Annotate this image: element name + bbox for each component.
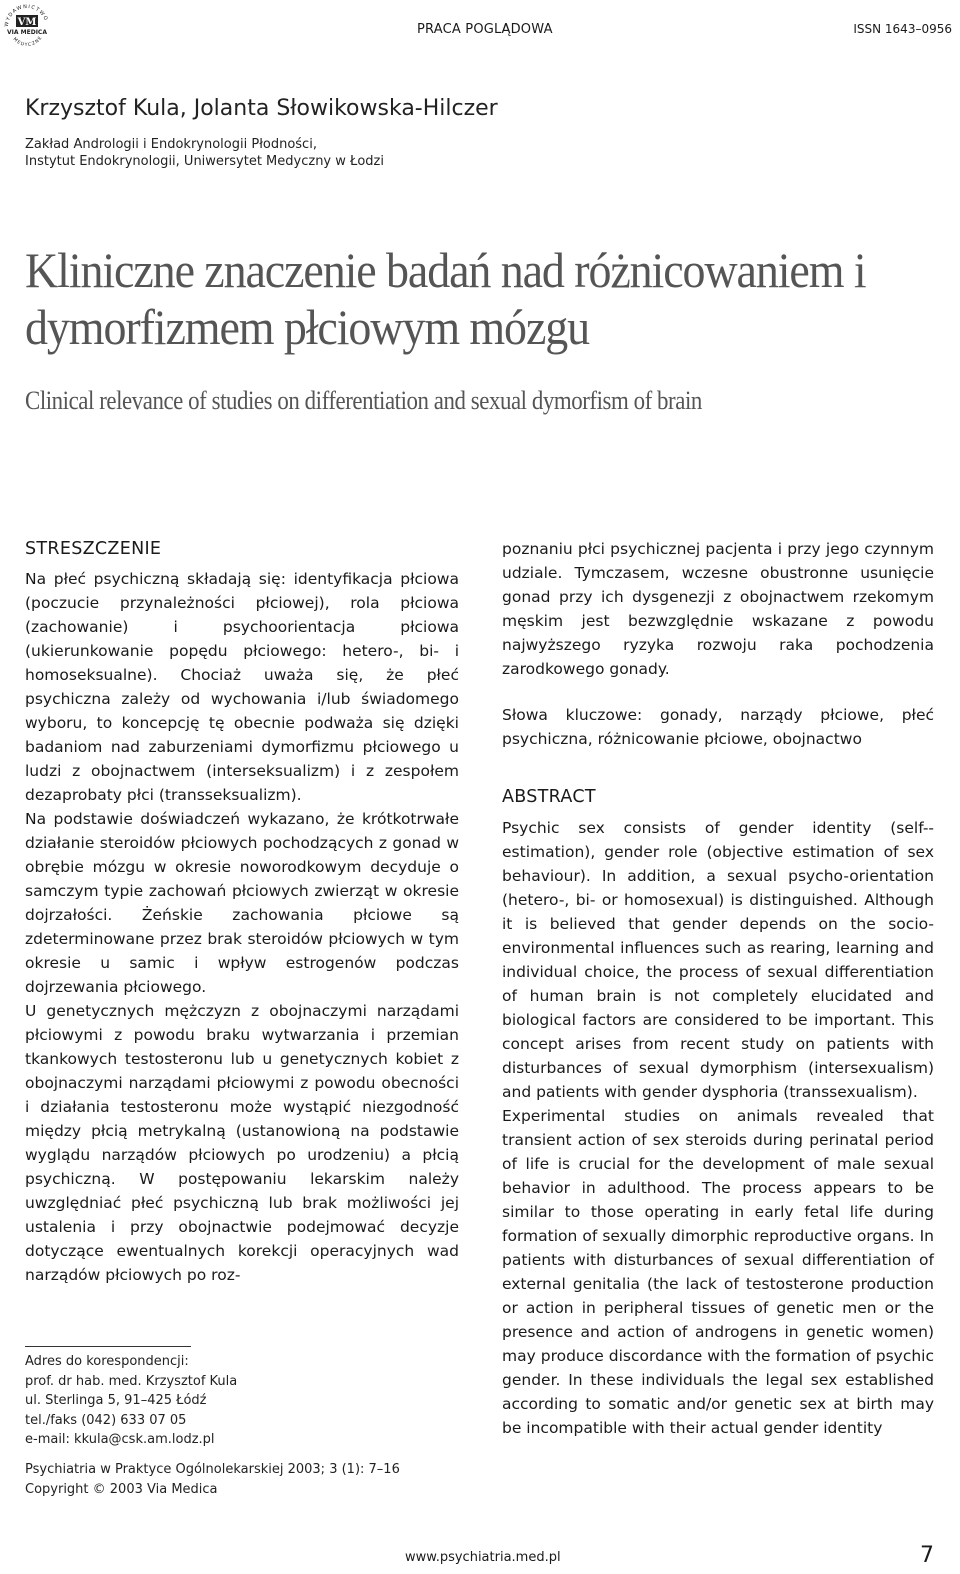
correspondence-name: prof. dr hab. med. Krzysztof Kula <box>25 1373 238 1389</box>
page-number: 7 <box>920 1543 934 1568</box>
correspondence-email: e-mail: kkula@csk.am.lodz.pl <box>25 1432 215 1447</box>
abstract-paragraph-1: Psychic sex consists of gender identity (self--estimation), gender role (objective estimation of sex behaviour). In addition, a sexual psycho-orientation (hetero-, bi- or homosexual) is distinguished. Although it is believed that gender depends on the socio-environmental influences such as rearing, learning and individual choice, the process of sexual differentiation of human brain is not completely elucidated and biological factors are considered to be important. This concept arises from recent study on patients with disturbances of sexual dymorphism (intersexualism) and patients with gender dysphoria (transsexualism). <box>502 819 934 1101</box>
keywords: Słowa kluczowe: gonady, narządy płciowe, płeć psychiczna, różnicowanie płciowe, obojnactwo <box>502 706 934 748</box>
streszczenie-paragraph-3: U genetycznych mężczyzn z obojnaczymi narządami płciowymi z powodu braku wytwarzania i przemian tkankowych testosteronu lub u genetycznych kobiet z obojnaczymi narządami płciowymi z powodu obecności i działania testosteronu może wystąpić niezgodność między płcią metrykalną (ustanowioną na podstawie wyglądu narządów płciowych po urodzeniu) a płcią psychiczną. W postępowaniu lekarskim należy uwzględniać płeć psychiczną lub brak możliwości jej ustalenia i przy obojnactwie podejmować decyzje dotyczące ewentualnych korekcji operacyjnych wad narządów płciowych po roz- <box>25 1002 459 1284</box>
logo-ring-bottom: MEDYCZNE <box>11 35 44 49</box>
footnote-divider <box>25 1346 191 1347</box>
correspondence-label: Adres do korespondencji: <box>25 1354 189 1369</box>
logo-monogram: VM <box>17 17 37 28</box>
streszczenie-paragraph-2: Na podstawie doświadczeń wykazano, że krótkotrwałe działanie steroidów płciowych pochodzących z gonad w obrębie mózgu w okresie noworodkowym decyduje o samczym typie zachowań płciowych zwierząt w okresie dojrzałości. Żeńskie zachowania płciowe są zdeterminowane przez brak steroidów płciowych w tym okresie u samic i wpływ estrogenów podczas dojrzewania płciowego. <box>25 810 459 996</box>
citation <box>25 1460 400 1499</box>
citation-copyright: Copyright © 2003 Via Medica <box>25 1481 218 1497</box>
logo-ring-top: WYDAWNICTWO <box>3 3 50 28</box>
title-polish: Kliniczne znaczenie badań nad różnicowaniem i dymorfizmem płciowym mózgu <box>25 242 866 355</box>
title-english: Clinical relevance of studies on differentiation and sexual dymorfism of brain <box>25 386 702 415</box>
publisher-logo <box>2 2 52 52</box>
issn: ISSN 1643–0956 <box>853 22 952 36</box>
logo-caption: VIA MEDICA <box>7 29 47 36</box>
correspondence-address <box>25 1352 237 1450</box>
abstract-paragraph-2: Experimental studies on animals revealed that transient action of sex steroids during perinatal period of life is crucial for the development of male sexual behavior in adulthood. The process appears to be similar to those operating in early fetal life during formation of sexually dimorphic reproductive organs. In patients with disturbances of sexual differentiation of external genitalia (the lack of testosterone production or action in peripheral tissues of genetic men or the presence and action of androgens in genetic women) may produce discordance with the formation of psychic gender. In these individuals the legal sex established according to somatic and/or genetic sex at birth may be incompatible with their actual gender identity <box>502 1107 934 1437</box>
correspondence-street: ul. Sterlinga 5, 91–425 Łódź <box>25 1393 207 1408</box>
streszczenie-paragraph-1: Na płeć psychiczną składają się: identyfikacja płciowa (poczucie przynależności płciowej), rola płciowa (zachowanie) i psychoorientacja płciowa (ukierunkowanie popędu płciowego: hetero-, bi- i homoseksualne). Chociaż uważa się, że płeć psychiczna zależy od wychowania i/lub świadomego wyboru, to koncepcję tę obecnie podważa się dzięki badaniom nad zaburzeniami dymorfizmu płciowego u ludzi z obojnactwem (interseksualizm) i z zespołem dezaprobaty płci (transseksualizm). <box>25 570 459 804</box>
authors: Krzysztof Kula, Jolanta Słowikowska-Hilczer <box>25 96 498 121</box>
affiliation-line-1: Zakład Andrologii i Endokrynologii Płodności, <box>25 137 317 152</box>
affiliation-line-2: Instytut Endokrynologii, Uniwersytet Medyczny w Łodzi <box>25 154 384 169</box>
right-column <box>502 537 934 1440</box>
svg-text:MEDYCZNE <box>12 35 44 49</box>
streszczenie-paragraph-4: poznaniu płci psychicznej pacjenta i przy jego czynnym udziale. Tymczasem, wczesne obustronne usunięcie gonad przy ich dysgenezji z obojnactwem rzekomym męskim jest bezwzględnie wskazane z powodu najwyższego ryzyka rozwoju raka pochodzenia zarodkowego gonady. <box>502 540 934 678</box>
journal-url: www.psychiatria.med.pl <box>405 1550 561 1565</box>
left-column <box>25 537 459 1287</box>
affiliation <box>25 136 384 170</box>
correspondence-phone: tel./faks (042) 633 07 05 <box>25 1412 187 1428</box>
article-type: PRACA POGLĄDOWA <box>417 22 553 37</box>
citation-journal: Psychiatria w Praktyce Ogólnolekarskiej 2003; 3 (1): 7–16 <box>25 1462 400 1477</box>
streszczenie-heading: STRESZCZENIE <box>25 539 162 559</box>
abstract-heading: ABSTRACT <box>502 787 596 807</box>
